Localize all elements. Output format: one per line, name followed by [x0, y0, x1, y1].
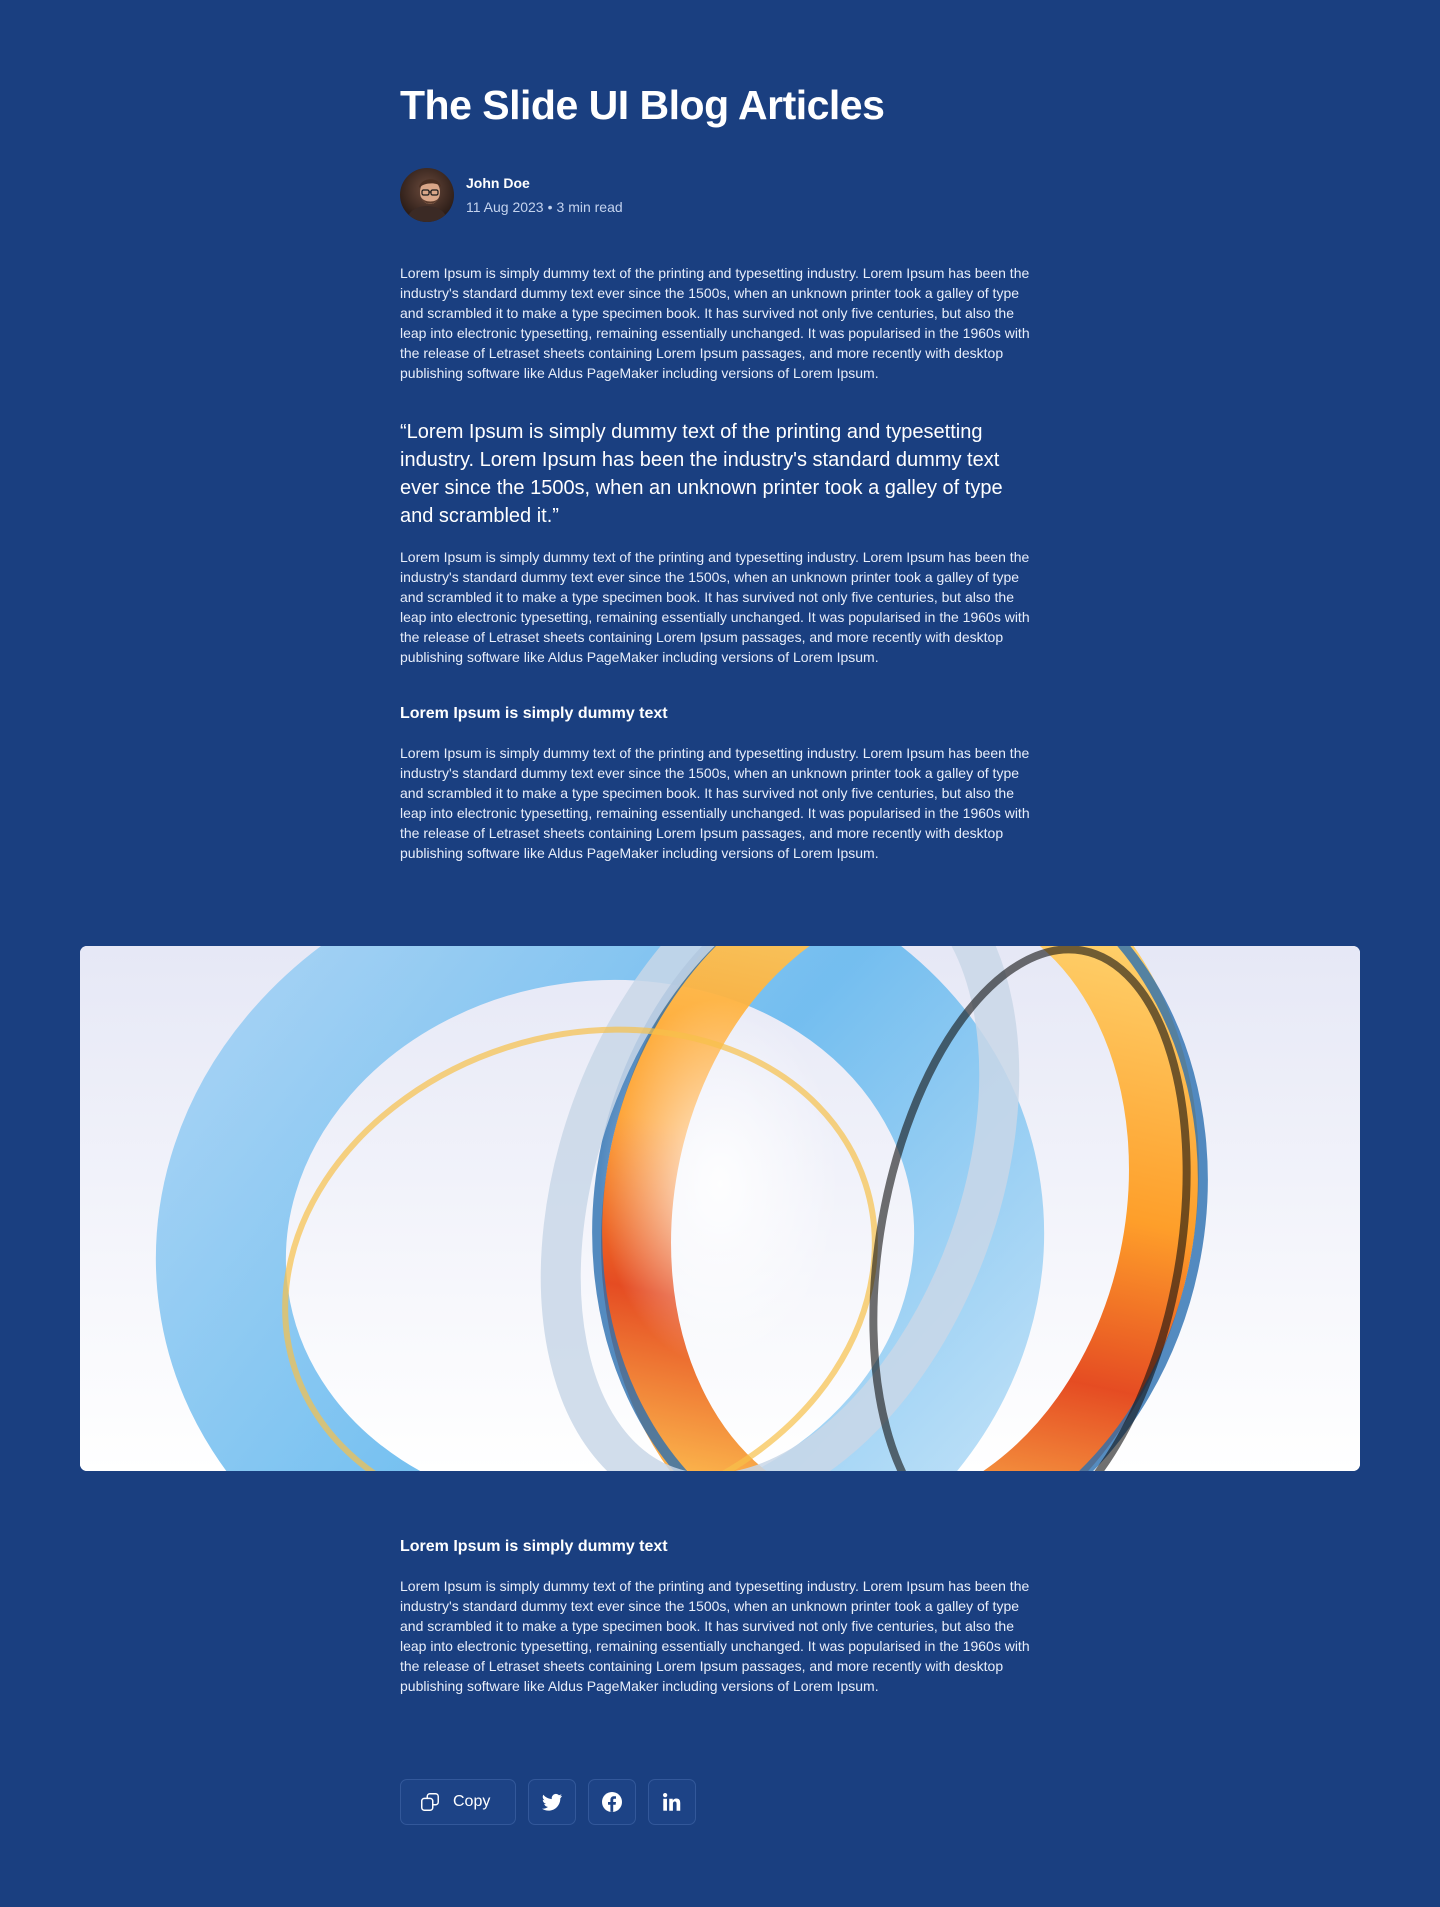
author-byline: [400, 167, 623, 223]
post-meta: [466, 197, 623, 217]
page-title: The Slide UI Blog Articles: [400, 82, 885, 128]
article-paragraph: Lorem Ipsum is simply dummy text of the printing and typesetting industry. Lorem Ipsum has been the industry's standard dummy text ever since the 1500s, when an unknown printer took a galley of type and scrambled it to make a type specimen book. It has survived not only five centuries, but also the leap into electronic typesetting, remaining essentially unchanged. It was popularised in the 1960s with the release of Letraset sheets containing Lorem Ipsum passages, and more recently with desktop publishing software like Aldus PageMaker including versions of Lorem Ipsum.: [400, 1578, 1030, 1694]
article-paragraph: Lorem Ipsum is simply dummy text of the printing and typesetting industry. Lorem Ipsum has been the industry's standard dummy text ever since the 1500s, when an unknown printer took a galley of type and scrambled it to make a type specimen book. It has survived not only five centuries, but also the leap into electronic typesetting, remaining essentially unchanged. It was popularised in the 1960s with the release of Letraset sheets containing Lorem Ipsum passages, and more recently with desktop publishing software like Aldus PageMaker including versions of Lorem Ipsum.: [400, 745, 1030, 861]
share-bar: [400, 1779, 696, 1825]
article-paragraph: Lorem Ipsum is simply dummy text of the printing and typesetting industry. Lorem Ipsum has been the industry's standard dummy text ever since the 1500s, when an unknown printer took a galley of type and scrambled it to make a type specimen book. It has survived not only five centuries, but also the leap into electronic typesetting, remaining essentially unchanged. It was popularised in the 1960s with the release of Letraset sheets containing Lorem Ipsum passages, and more recently with desktop publishing software like Aldus PageMaker including versions of Lorem Ipsum.: [400, 549, 1030, 665]
section-heading: Lorem Ipsum is simply dummy text: [400, 705, 668, 722]
facebook-icon: [600, 1790, 624, 1814]
pull-quote: “Lorem Ipsum is simply dummy text of the printing and typesetting industry. Lorem Ipsum has been the industry's standard dummy text ever since the 1500s, when an unknown printer took a galley of type and scrambled it.”: [400, 421, 1003, 527]
linkedin-icon: [661, 1791, 683, 1813]
meta-separator: •: [547, 199, 553, 215]
read-time: 3 min read: [556, 199, 623, 215]
post-date: 11 Aug 2023: [466, 199, 544, 215]
copy-link-button[interactable]: [400, 1779, 516, 1825]
hero-image: [80, 946, 1360, 1471]
copy-icon: [419, 1791, 441, 1813]
author-avatar: [400, 168, 454, 222]
article-paragraph: Lorem Ipsum is simply dummy text of the printing and typesetting industry. Lorem Ipsum has been the industry's standard dummy text ever since the 1500s, when an unknown printer took a galley of type and scrambled it to make a type specimen book. It has survived not only five centuries, but also the leap into electronic typesetting, remaining essentially unchanged. It was popularised in the 1960s with the release of Letraset sheets containing Lorem Ipsum passages, and more recently with desktop publishing software like Aldus PageMaker including versions of Lorem Ipsum.: [400, 265, 1030, 381]
share-twitter-button[interactable]: [528, 1779, 576, 1825]
copy-label: Copy: [453, 1793, 491, 1810]
section-heading: Lorem Ipsum is simply dummy text: [400, 1538, 668, 1555]
author-name[interactable]: John Doe: [466, 175, 530, 191]
twitter-icon: [540, 1790, 564, 1814]
share-linkedin-button[interactable]: [648, 1779, 696, 1825]
share-facebook-button[interactable]: [588, 1779, 636, 1825]
